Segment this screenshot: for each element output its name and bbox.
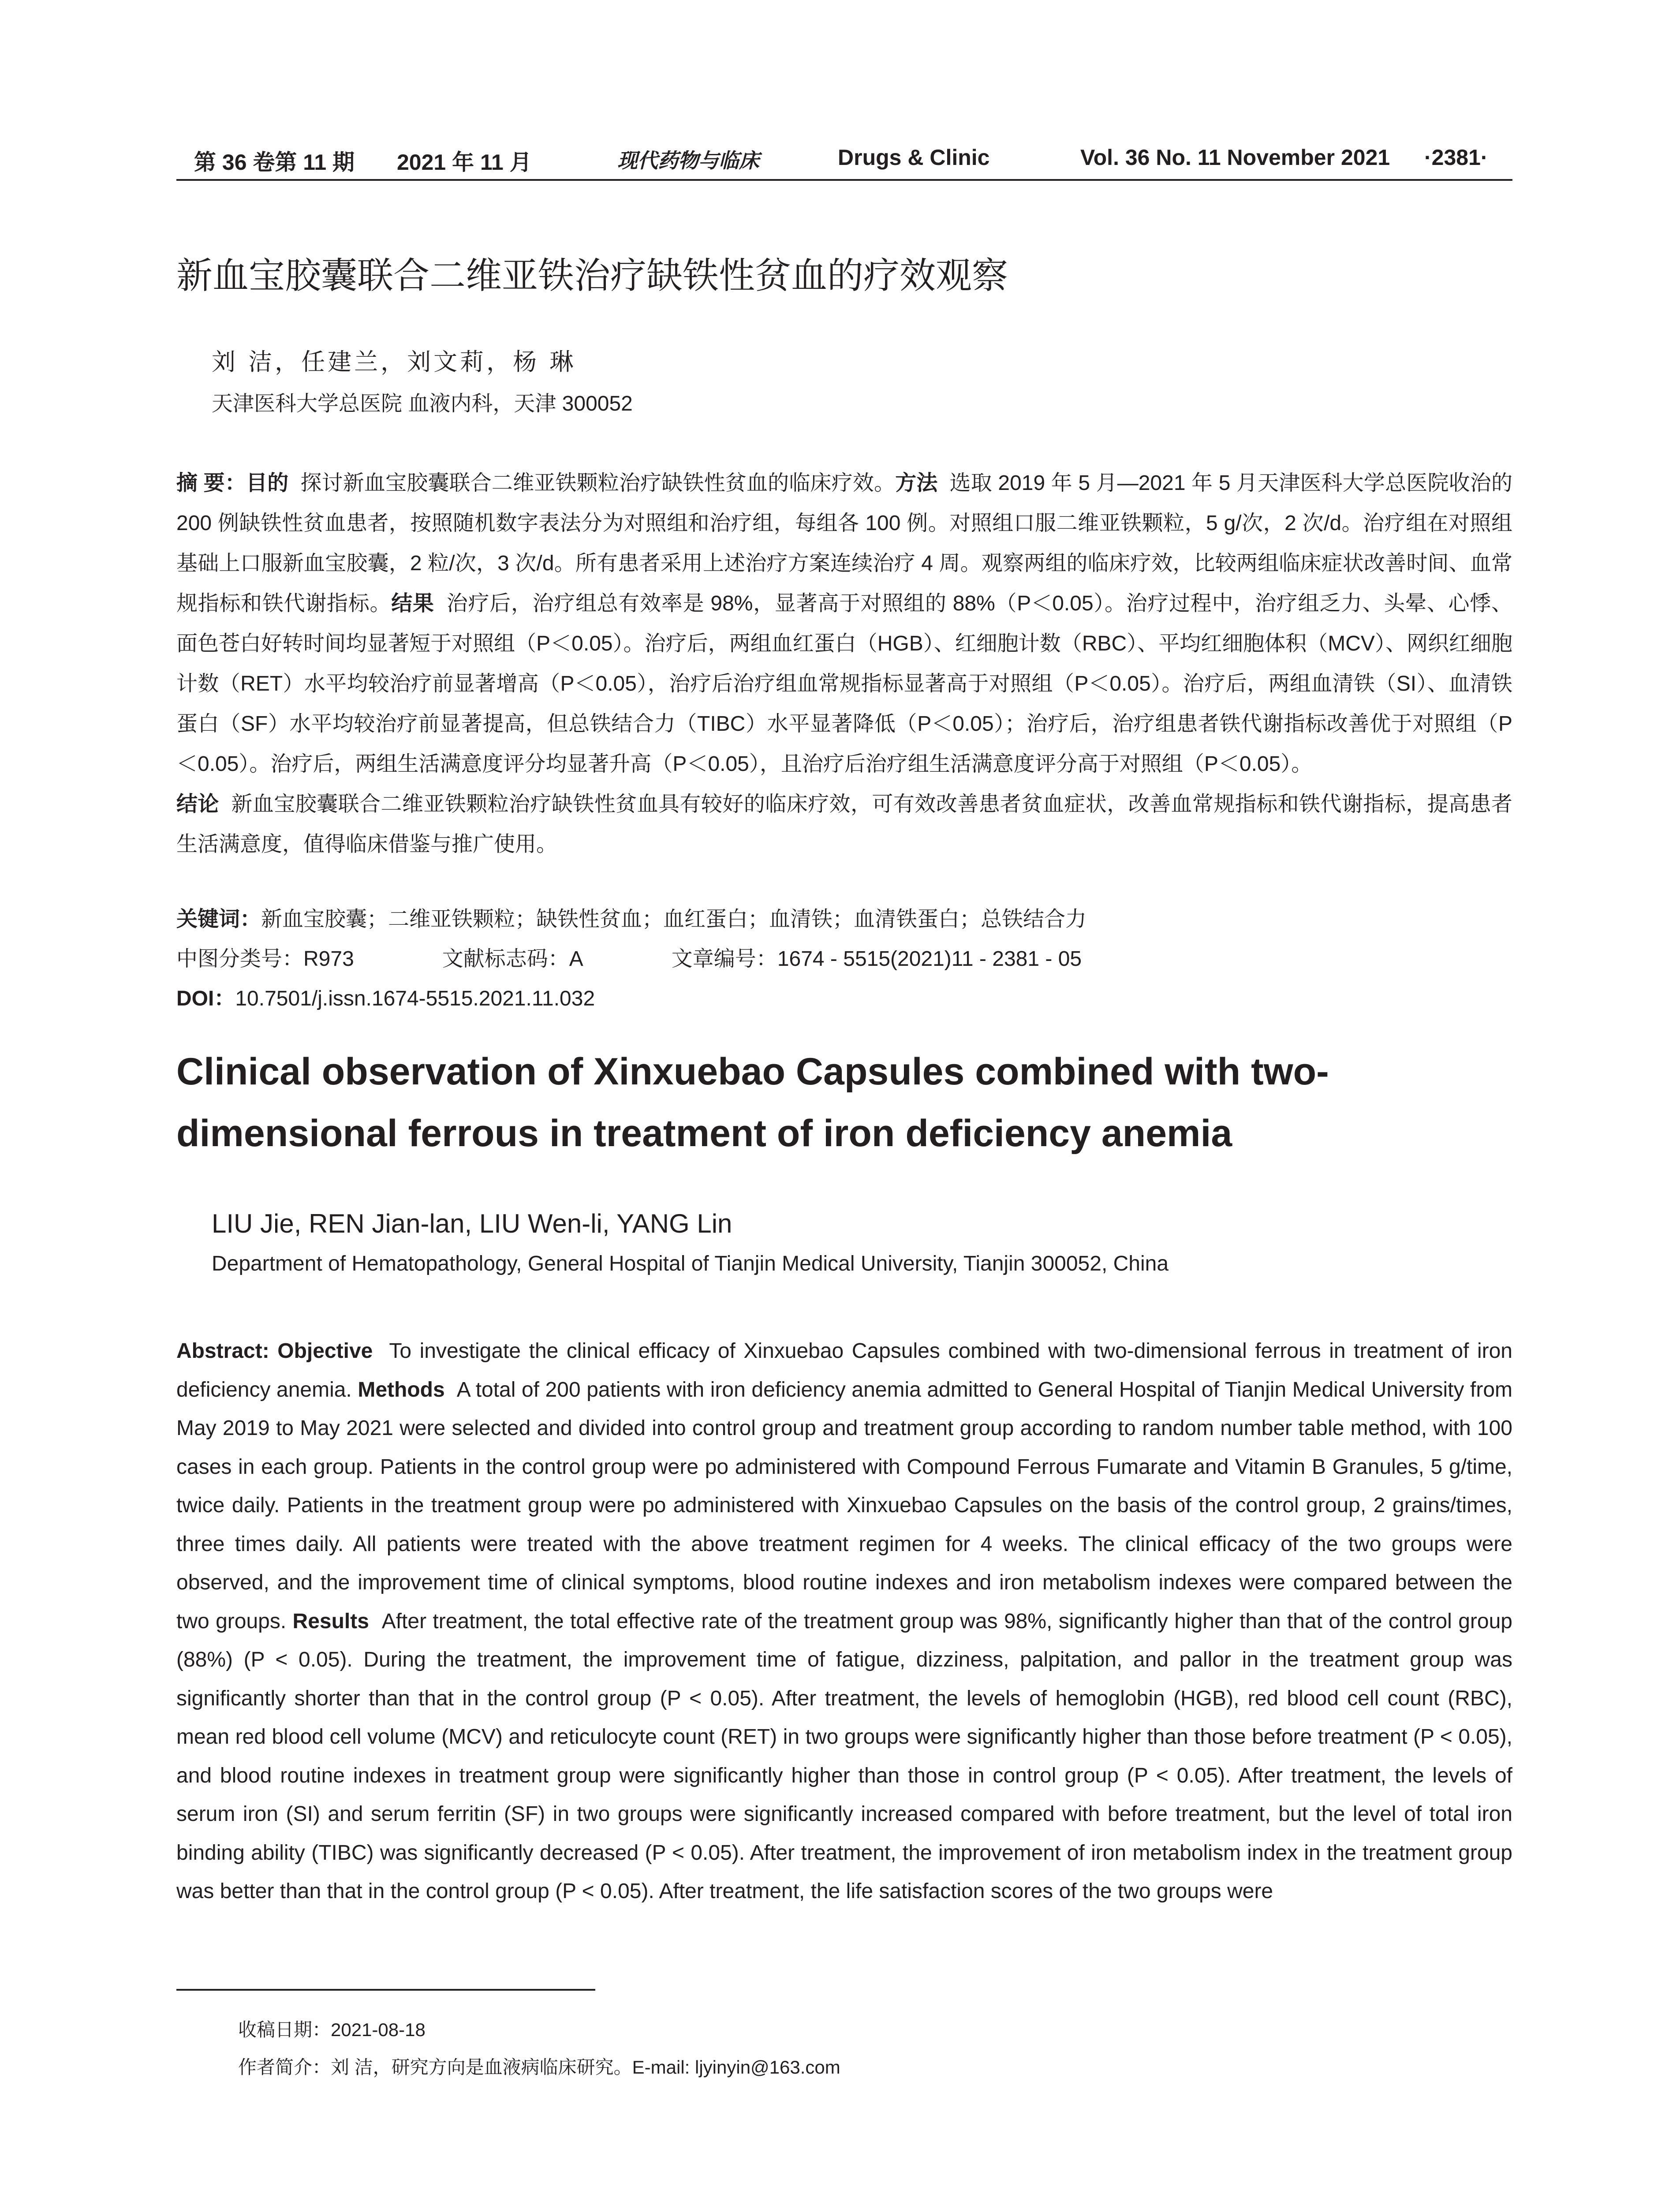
cn-results-label: 结果 (391, 592, 434, 615)
cn-conclusion: 新血宝胶囊联合二维亚铁颗粒治疗缺铁性贫血具有较好的临床疗效，可有效改善患者贫血症状，改善血常规指标和铁代谢指标，提高患者生活满意度，值得临床借鉴与推广使用。 (176, 792, 1512, 856)
cn-keywords-label: 关键词： (176, 908, 261, 931)
cn-doi-label: DOI： (176, 987, 235, 1010)
cn-clc-label: 中图分类号： (176, 947, 304, 971)
cn-objective-label: 目的 (246, 471, 289, 495)
footnote-author-bio: 作者简介：刘 洁，研究方向是血液病临床研究。E-mail: ljyinyin@163.com (238, 2057, 840, 2078)
cn-classification-line (176, 942, 1082, 972)
footnote-rule (176, 1989, 595, 1991)
cn-results: 治疗后，治疗组总有效率是 98%，显著高于对照组的 88%（P＜0.05）。治疗过程中，治疗组乏力、头晕、心悸、面色苍白好转时间均显著短于对照组（P＜0.05）。治疗后，两组血红蛋白（HGB）、红细胞计数（RBC）、平均红细胞体积（MCV）、网织红细胞计数（RET）水平均较治疗前显著增高（P＜0.05），治疗后治疗组血常规指标显著高于对照组（P＜0.05）。治疗后，两组血清铁（SI）、血清铁蛋白（SF）水平均较治疗前显著提高，但总铁结合力（TIBC）水平显著降低（P＜0.05）；治疗后，治疗组患者铁代谢指标改善优于对照组（P＜0.05）。治疗后，两组生活满意度评分均显著升高（P＜0.05），且治疗后治疗组生活满意度评分高于对照组（P＜0.05）。 (176, 592, 1512, 776)
en-abstract (176, 1332, 1512, 1911)
cn-abstract-label: 摘 要： (176, 471, 246, 495)
cn-clc: R973 (303, 947, 354, 971)
cn-methods-label: 方法 (895, 471, 938, 495)
en-methods-label: Methods (358, 1378, 445, 1401)
cn-keywords-line (176, 902, 1086, 932)
header-journal-en: Drugs & Clinic (838, 145, 990, 170)
cn-doi: 10.7501/j.issn.1674-5515.2021.11.032 (235, 987, 595, 1010)
cn-doi-line (176, 981, 595, 1012)
en-objective-label: Objective (277, 1339, 373, 1363)
en-results-label: Results (292, 1609, 369, 1633)
header-rule (176, 179, 1512, 181)
cn-methods: 选取 2019 年 5 月—2021 年 5 月天津医科大学总医院收治的 200 例缺铁性贫血患者，按照随机数字表法分为对照组和治疗组，每组各 100 例。对照组口服二维亚铁颗粒，5 g/次，2 次/d。治疗组在对照组基础上口服新血宝胶囊，2 粒/次，3 次/d。所有患者采用上述治疗方案连续治疗 4 周。观察两组的临床疗效，比较两组临床症状改善时间、血常规指标和铁代谢指标。 (176, 471, 1512, 615)
footnote-received: 收稿日期：2021-08-18 (238, 2019, 426, 2040)
cn-objective: 探讨新血宝胶囊联合二维亚铁颗粒治疗缺铁性贫血的临床疗效。 (300, 471, 896, 495)
en-methods: A total of 200 patients with iron deficiency anemia admitted to General Hospital of Tianjin Medical University from May 2019 to May 2021 were selected and divided into control group and treatment group according to random number table method, with 100 cases in each group. Patients in the control group were po administered with Compound Ferrous Fumarate and Vitamin B Granules, 5 g/time, twice daily. Patients in the treatment group were po administered with Xinxuebao Capsules on the basis of the control group, 2 grains/times, three times daily. All patients were treated with the above treatment regimen for 4 weeks. The clinical efficacy of the two groups were observed, and the improvement time of clinical symptoms, blood routine indexes and iron metabolism indexes were compared between the two groups. (176, 1378, 1512, 1633)
header-volume-en: Vol. 36 No. 11 November 2021 (1080, 145, 1390, 170)
cn-authors: 刘 洁，任建兰，刘文莉，杨 琳 (212, 348, 576, 376)
cn-doc-code: A (569, 947, 583, 971)
cn-title: 新血宝胶囊联合二维亚铁治疗缺铁性贫血的疗效观察 (176, 255, 1008, 297)
cn-abstract (176, 463, 1512, 864)
cn-affiliation: 天津医科大学总医院 血液内科，天津 300052 (212, 392, 633, 415)
en-title: Clinical observation of Xinxuebao Capsules combined with two-dimensional ferrous in treatment of iron deficiency anemia (176, 1050, 1329, 1155)
en-abstract-label: Abstract: (176, 1339, 278, 1363)
cn-article-no: 1674 - 5515(2021)11 - 2381 - 05 (777, 947, 1082, 971)
cn-keywords: 新血宝胶囊；二维亚铁颗粒；缺铁性贫血；血红蛋白；血清铁；血清铁蛋白；总铁结合力 (261, 908, 1087, 931)
header-date-cn: 2021 年 11 月 (397, 150, 532, 175)
en-authors: LIU Jie, REN Jian-lan, LIU Wen-li, YANG Lin (212, 1209, 732, 1238)
cn-article-no-label: 文章编号： (671, 947, 777, 971)
header-issue-cn: 第 36 卷第 11 期 (194, 150, 355, 175)
en-results: After treatment, the total effective rate of the treatment group was 98%, significantly higher than that of the control group (88%) (P < 0.05). During the treatment, the improvement time of fatigue, dizziness, palpitation, and pallor in the treatment group was significantly shorter than that in the control group (P < 0.05). After treatment, the levels of hemoglobin (HGB), red blood cell count (RBC), mean red blood cell volume (MCV) and reticulocyte count (RET) in two groups were significantly higher than those before treatment (P < 0.05), and blood routine indexes in treatment group were significantly higher than those in control group (P < 0.05). After treatment, the levels of serum iron (SI) and serum ferritin (SF) in two groups were significantly increased compared with before treatment, but the level of total iron binding ability (TIBC) was significantly decreased (P < 0.05). After treatment, the improvement of iron metabolism index in the treatment group was better than that in the control group (P < 0.05). After treatment, the life satisfaction scores of the two groups were (176, 1609, 1512, 1903)
en-affiliation: Department of Hematopathology, General Hospital of Tianjin Medical University, Tianjin 300052, China (212, 1252, 1169, 1275)
en-objective: To investigate the clinical efficacy of Xinxuebao Capsules combined with two-dimensional ferrous in treatment of iron deficiency anemia. (176, 1339, 1512, 1401)
header-journal-cn: 现代药物与临床 (617, 149, 759, 172)
cn-doc-code-label: 文献标志码： (442, 947, 569, 971)
running-header (176, 140, 1512, 180)
cn-conclusion-label: 结论 (176, 792, 219, 816)
header-page-number: ·2381· (1424, 145, 1488, 170)
